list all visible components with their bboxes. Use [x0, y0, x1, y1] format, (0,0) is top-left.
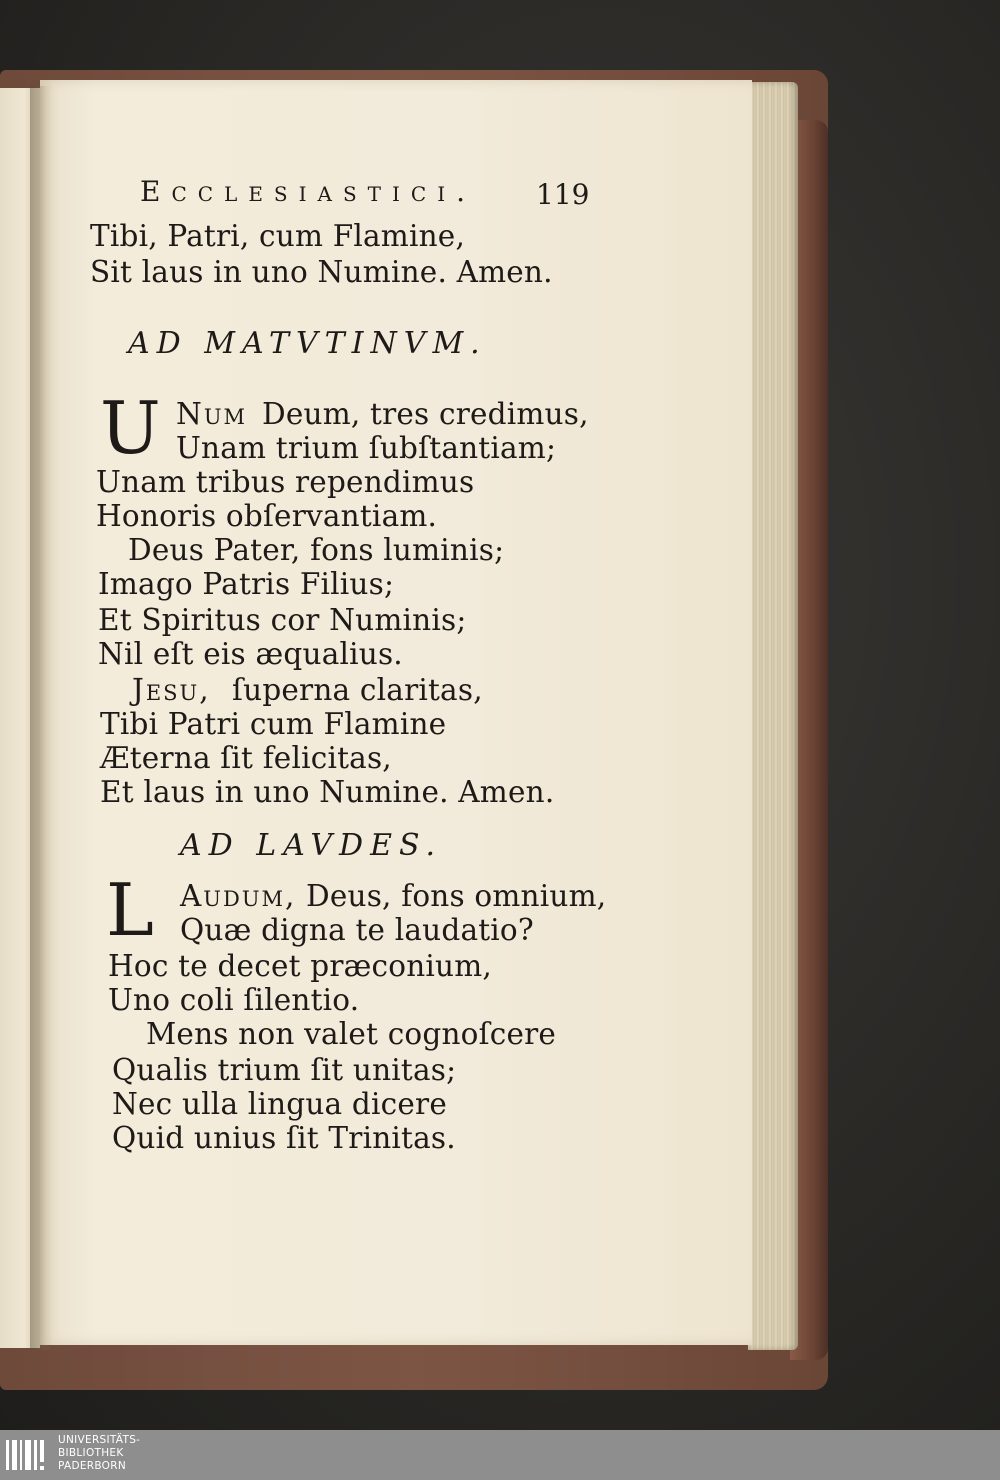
text-line: Hoc te decet præconium, [108, 949, 493, 983]
text-line: Deus, fons omnium, [306, 879, 607, 913]
text-line: Deum, tres credimus, [262, 397, 589, 431]
drop-cap: U [100, 386, 161, 470]
library-footer [0, 1430, 1000, 1480]
text-line: Nil eſt eis æqualius. [98, 637, 403, 671]
text-line: Imago Patris Filius; [98, 567, 395, 601]
running-title: Ecclesiastici. [140, 175, 477, 208]
text-line: Mens non valet cognoſcere [146, 1017, 557, 1051]
text-line: Tibi, Patri, cum Flamine, [90, 219, 466, 253]
text-line: Deus Pater, fons luminis; [128, 533, 505, 567]
section-title: AD LAVDES. [180, 828, 442, 863]
library-name-line: PADERBORN [58, 1460, 126, 1472]
text-line: Sit laus in uno Numine. Amen. [90, 255, 553, 289]
text-line: Et Spiritus cor Numinis; [98, 603, 467, 637]
text-line: Uno coli ſilentio. [108, 983, 360, 1017]
text-line: Unam trium ſubſtantiam; [176, 431, 557, 465]
library-name-line: UNIVERSITÄTS- [58, 1434, 141, 1446]
text-line: Tibi Patri cum Flamine [100, 707, 447, 741]
text-line: Honoris obſervantiam. [96, 499, 438, 533]
section-title: AD MATVTINVM. [128, 326, 487, 361]
text-line: Qualis trium ſit unitas; [112, 1053, 457, 1087]
text-line: Quid unius ſit Trinitas. [112, 1121, 456, 1155]
library-name-line: BIBLIOTHEK [58, 1447, 124, 1459]
first-word: Num [176, 397, 248, 431]
page-number: 119 [536, 178, 590, 211]
text-line: Et laus in uno Numine. Amen. [100, 775, 555, 809]
text-line: Quæ digna te laudatio? [180, 913, 534, 947]
library-name [58, 1434, 140, 1473]
text-line: ſuperna claritas, [232, 673, 483, 707]
text-line: Nec ulla lingua dicere [112, 1087, 447, 1121]
text-line: Unam tribus rependimus [96, 465, 475, 499]
library-logo-icon [6, 1436, 46, 1474]
first-word: Audum, [180, 879, 297, 913]
drop-cap: L [106, 868, 154, 952]
text-word-jesu: Jesu, [132, 673, 211, 707]
text-line: Æterna ſit felicitas, [100, 741, 392, 775]
